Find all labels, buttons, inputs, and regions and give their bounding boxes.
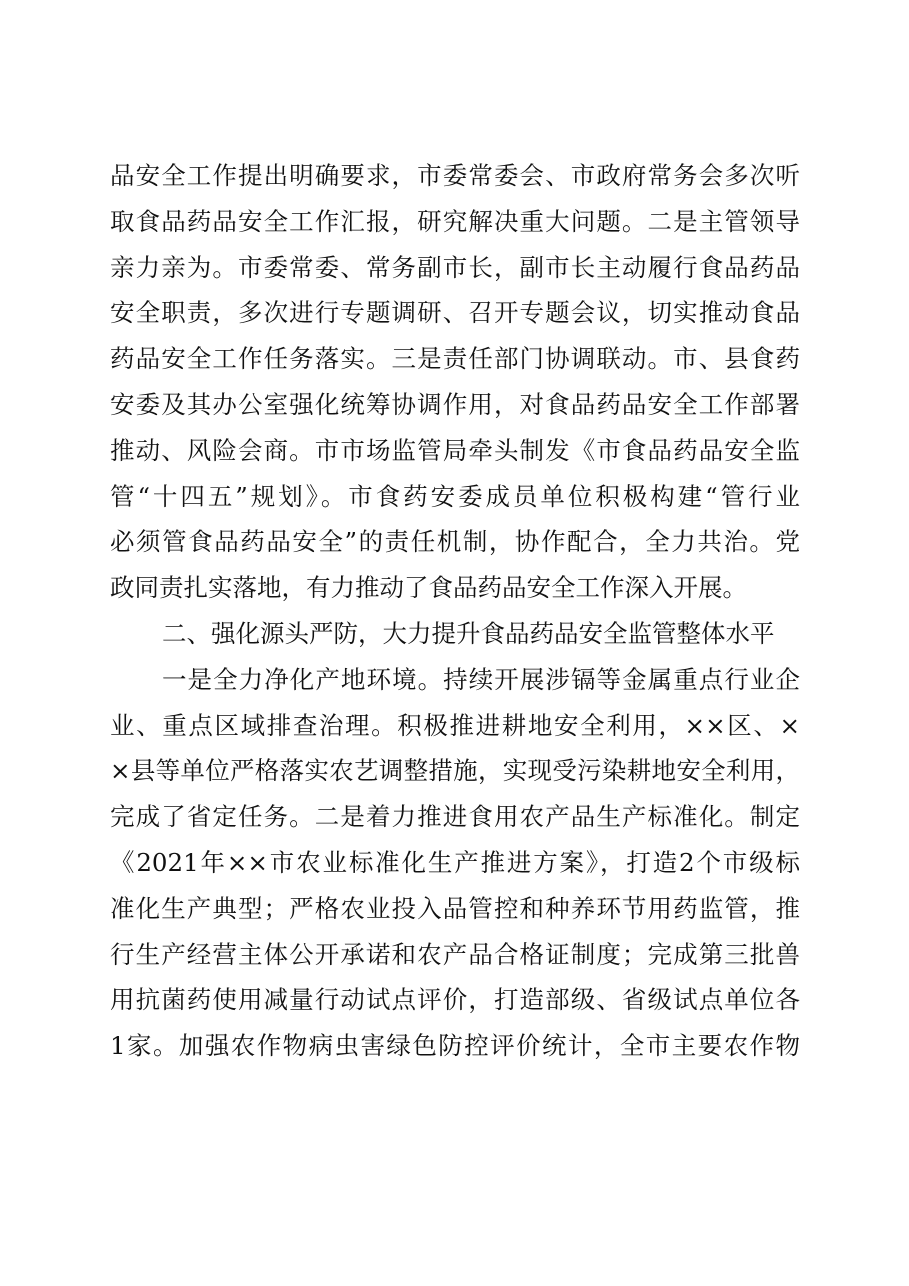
text-line: 政同责扎实落地，有力推动了食品药品安全工作深入开展。 <box>110 573 747 603</box>
text-line: 亲力亲为。市委常委、常务副市长，副市长主动履行食品药品 <box>110 252 800 282</box>
paragraph-first-line: 二、强化源头严防，大力提升食品药品安全监管整体水平 <box>162 618 775 648</box>
text-line: 安委及其办公室强化统筹协调作用，对食品药品安全工作部署 <box>110 389 800 419</box>
text-line: 《2021年××市农业标准化生产推进方案》，打造2个市级标 <box>110 847 800 877</box>
text-line: 用抗菌药使用减量行动试点评价，打造部级、省级试点单位各 <box>110 985 800 1015</box>
text-line: 取食品药品安全工作汇报，研究解决重大问题。二是主管领导 <box>110 206 800 236</box>
text-line: 管“十四五”规划》。市食药安委成员单位积极构建“管行业 <box>110 481 800 511</box>
paragraph-first-line: 一是全力净化产地环境。持续开展涉镉等金属重点行业企 <box>162 664 800 694</box>
body-text <box>110 153 800 1069</box>
text-line: 1家。加强农作物病虫害绿色防控评价统计，全市主要农作物 <box>110 1031 800 1061</box>
text-line: 必须管食品药品安全”的责任机制，协作配合，全力共治。党 <box>110 527 800 557</box>
text-line: 品安全工作提出明确要求，市委常委会、市政府常务会多次听 <box>110 161 800 190</box>
text-line: ×县等单位严格落实农艺调整措施，实现受污染耕地安全利用， <box>110 756 800 786</box>
text-line: 完成了省定任务。二是着力推进食用农产品生产标准化。制定 <box>110 802 800 832</box>
text-line: 准化生产典型；严格农业投入品管控和种养环节用药监管，推 <box>110 893 800 923</box>
text-line: 行生产经营主体公开承诺和农产品合格证制度；完成第三批兽 <box>110 939 800 969</box>
text-line: 药品安全工作任务落实。三是责任部门协调联动。市、县食药 <box>110 344 800 374</box>
text-line: 安全职责，多次进行专题调研、召开专题会议，切实推动食品 <box>110 298 800 328</box>
text-line: 推动、风险会商。市市场监管局牵头制发《市食品药品安全监 <box>110 435 800 465</box>
text-line: 业、重点区域排查治理。积极推进耕地安全利用，××区、× <box>110 710 800 740</box>
